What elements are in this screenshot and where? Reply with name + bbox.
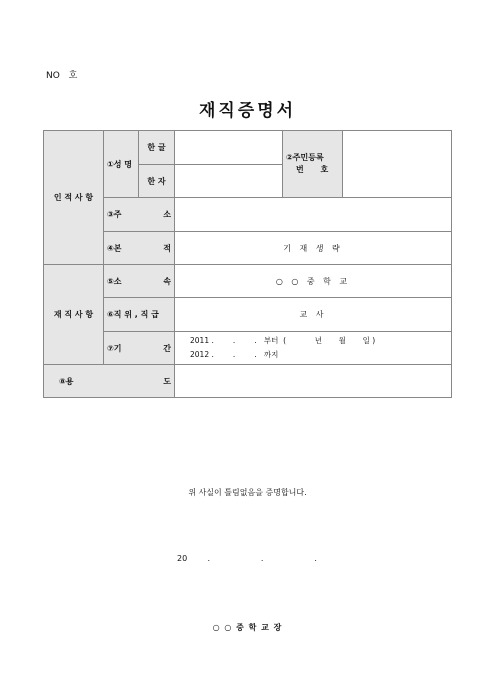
period-field[interactable] <box>175 332 452 365</box>
purpose-label: ⑧용 도 <box>44 365 175 398</box>
reg-number-label-line1: ②주민등록 <box>286 153 324 162</box>
reg-number-field[interactable] <box>343 131 452 198</box>
origin-field[interactable]: 기 재 생 략 <box>175 232 452 265</box>
employment-section-label: 재 직 사 항 <box>44 265 104 365</box>
hangul-label: 한 글 <box>139 131 175 165</box>
hanja-label: 한 자 <box>139 165 175 198</box>
period-label: ⑦기 간 <box>104 332 175 365</box>
issue-date-line: 20 . . . <box>177 554 317 563</box>
hanja-name-field[interactable] <box>175 165 283 198</box>
origin-label: ④본 적 <box>104 232 175 265</box>
reg-number-label-line2: 번 호 <box>296 165 329 174</box>
period-start-line: 2011 . . . 부터 ( 년 월 일 ) <box>190 336 376 345</box>
personal-section-label: 인 적 사 항 <box>44 131 104 265</box>
hangul-name-field[interactable] <box>175 131 283 165</box>
name-label: ①성 명 <box>104 131 139 198</box>
position-label: ⑥직 위 , 직 급 <box>104 298 175 332</box>
purpose-field[interactable] <box>175 365 452 398</box>
document-number: NO 호 <box>46 71 78 81</box>
position-field[interactable]: 교 사 <box>175 298 452 332</box>
address-field[interactable] <box>175 198 452 232</box>
principal-signature: ○ ○ 중 학 교 장 <box>212 623 283 632</box>
affiliation-field[interactable]: ○ ○ 중 학 교 <box>175 265 452 298</box>
certification-statement: 위 사실이 틀림없음을 증명합니다. <box>188 488 307 497</box>
certificate-form-table <box>43 130 452 398</box>
page-title: 재직증명서 <box>198 101 297 121</box>
affiliation-label: ⑤소 속 <box>104 265 175 298</box>
reg-number-label <box>283 131 343 198</box>
period-end-line: 2012 . . . 까지 <box>190 350 279 359</box>
address-label: ③주 소 <box>104 198 175 232</box>
